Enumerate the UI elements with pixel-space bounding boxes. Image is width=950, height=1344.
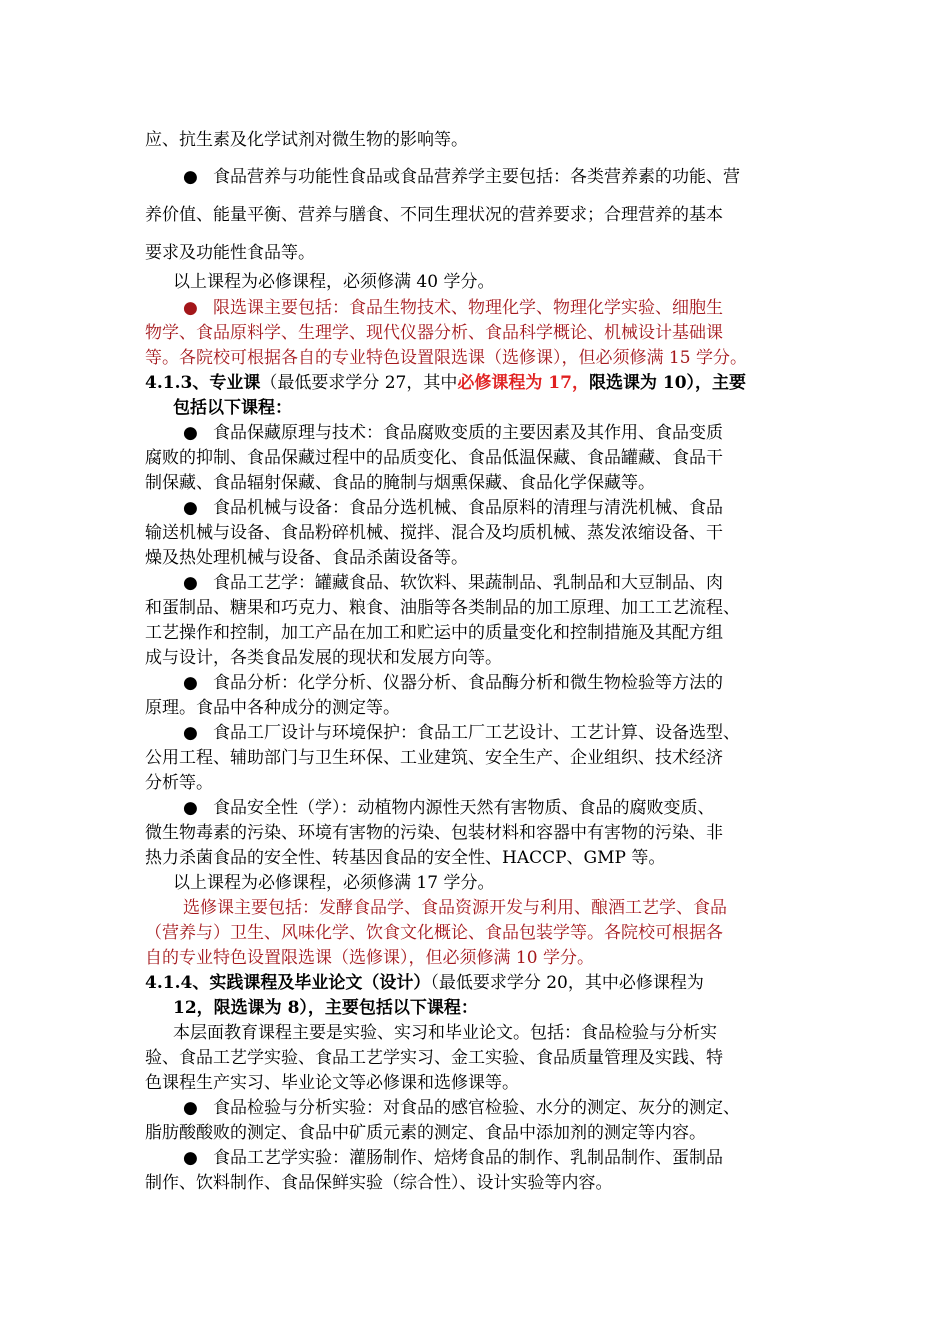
text-line: 以上课程为必修课程，必须修满 40 学分。: [173, 272, 495, 292]
text-line: 等。各院校可根据各自的专业特色设置限选课（选修课），但必须修满 15 学分。: [145, 348, 747, 368]
bullet-item: ● 限选课主要包括：食品生物技术、物理化学、物理化学实验、细胞生: [183, 298, 723, 318]
bullet-item: ● 食品分析：化学分析、仪器分析、食品酶分析和微生物检验等方法的: [183, 673, 723, 693]
text-line: 要求及功能性食品等。: [145, 243, 315, 263]
text-line: 制作、饮料制作、食品保鲜实验（综合性）、设计实验等内容。: [145, 1173, 613, 1193]
text-line: 本层面教育课程主要是实验、实习和毕业论文。包括：食品检验与分析实: [173, 1023, 717, 1043]
bullet-item: ● 食品工艺学：罐藏食品、软饮料、果蔬制品、乳制品和大豆制品、肉: [183, 573, 723, 593]
bullet-item: ● 食品检验与分析实验：对食品的感官检验、水分的测定、灰分的测定、: [183, 1098, 740, 1118]
bullet-icon: ●: [183, 573, 198, 593]
section-heading: 4.1.3、专业课（最低要求学分 27，其中必修课程为 17，限选课为 10），主要: [145, 373, 747, 393]
text-line: 燥及热处理机械与设备、食品杀菌设备等。: [145, 548, 468, 568]
text-line: 养价值、能量平衡、营养与膳食、不同生理状况的营养要求；合理营养的基本: [145, 205, 723, 225]
text-line: 12，限选课为 8），主要包括以下课程：: [173, 998, 478, 1018]
text-line: 制保藏、食品辐射保藏、食品的腌制与烟熏保藏、食品化学保藏等。: [145, 473, 655, 493]
text-line: 原理。食品中各种成分的测定等。: [145, 698, 400, 718]
text-line: 分析等。: [145, 773, 213, 793]
text-line: 微生物毒素的污染、环境有害物的污染、包装材料和容器中有害物的污染、非: [145, 823, 723, 843]
bullet-icon: ●: [183, 723, 198, 743]
text-line: 工艺操作和控制，加工产品在加工和贮运中的质量变化和控制措施及其配方组: [145, 623, 723, 643]
text-line: 色课程生产实习、毕业论文等必修课和选修课等。: [145, 1073, 519, 1093]
section-heading: 4.1.4、实践课程及毕业论文（设计）（最低要求学分 20，其中必修课程为: [145, 973, 704, 993]
bullet-item: ● 食品安全性（学）：动植物内源性天然有害物质、食品的腐败变质、: [183, 798, 715, 818]
text-line: 输送机械与设备、食品粉碎机械、搅拌、混合及均质机械、蒸发浓缩设备、干: [145, 523, 723, 543]
bullet-icon: ●: [183, 673, 198, 693]
bullet-icon: ●: [183, 1098, 198, 1118]
text-line: 和蛋制品、糖果和巧克力、粮食、油脂等各类制品的加工原理、加工工艺流程、: [145, 598, 740, 618]
bullet-icon: ●: [183, 1148, 198, 1168]
text-line: 脂肪酸酸败的测定、食品中矿质元素的测定、食品中添加剂的测定等内容。: [145, 1123, 706, 1143]
bullet-item: ● 食品机械与设备：食品分选机械、食品原料的清理与清洗机械、食品: [183, 498, 723, 518]
bullet-icon: ●: [183, 423, 198, 443]
text-line: 物学、食品原料学、生理学、现代仪器分析、食品科学概论、机械设计基础课: [145, 323, 723, 343]
text-line: 自的专业特色设置限选课（选修课），但必须修满 10 学分。: [145, 948, 594, 968]
bullet-icon: ●: [183, 498, 198, 518]
text-line: 包括以下课程：: [173, 398, 292, 418]
text-line: 公用工程、辅助部门与卫生环保、工业建筑、安全生产、企业组织、技术经济: [145, 748, 723, 768]
bullet-icon: ●: [183, 798, 198, 818]
text-line: 应、抗生素及化学试剂对微生物的影响等。: [145, 130, 468, 150]
bullet-item: ● 食品保藏原理与技术：食品腐败变质的主要因素及其作用、食品变质: [183, 423, 723, 443]
text-line: 验、食品工艺学实验、食品工艺学实习、金工实验、食品质量管理及实践、特: [145, 1048, 723, 1068]
bullet-icon: ●: [183, 167, 198, 187]
text-line: 热力杀菌食品的安全性、转基因食品的安全性、HACCP、GMP 等。: [145, 848, 666, 868]
text-line: 成与设计，各类食品发展的现状和发展方向等。: [145, 648, 502, 668]
bullet-item: ● 食品营养与功能性食品或食品营养学主要包括：各类营养素的功能、营: [183, 167, 740, 187]
text-line: 选修课主要包括：发酵食品学、食品资源开发与利用、酿酒工艺学、食品: [183, 898, 727, 918]
text-line: 以上课程为必修课程，必须修满 17 学分。: [173, 873, 495, 893]
text-line: 腐败的抑制、食品保藏过程中的品质变化、食品低温保藏、食品罐藏、食品干: [145, 448, 723, 468]
bullet-item: ● 食品工厂设计与环境保护：食品工厂工艺设计、工艺计算、设备选型、: [183, 723, 740, 743]
bullet-item: ● 食品工艺学实验：灌肠制作、焙烤食品的制作、乳制品制作、蛋制品: [183, 1148, 723, 1168]
bullet-icon: ●: [183, 298, 198, 318]
text-line: （营养与）卫生、风味化学、饮食文化概论、食品包装学等。各院校可根据各: [145, 923, 723, 943]
